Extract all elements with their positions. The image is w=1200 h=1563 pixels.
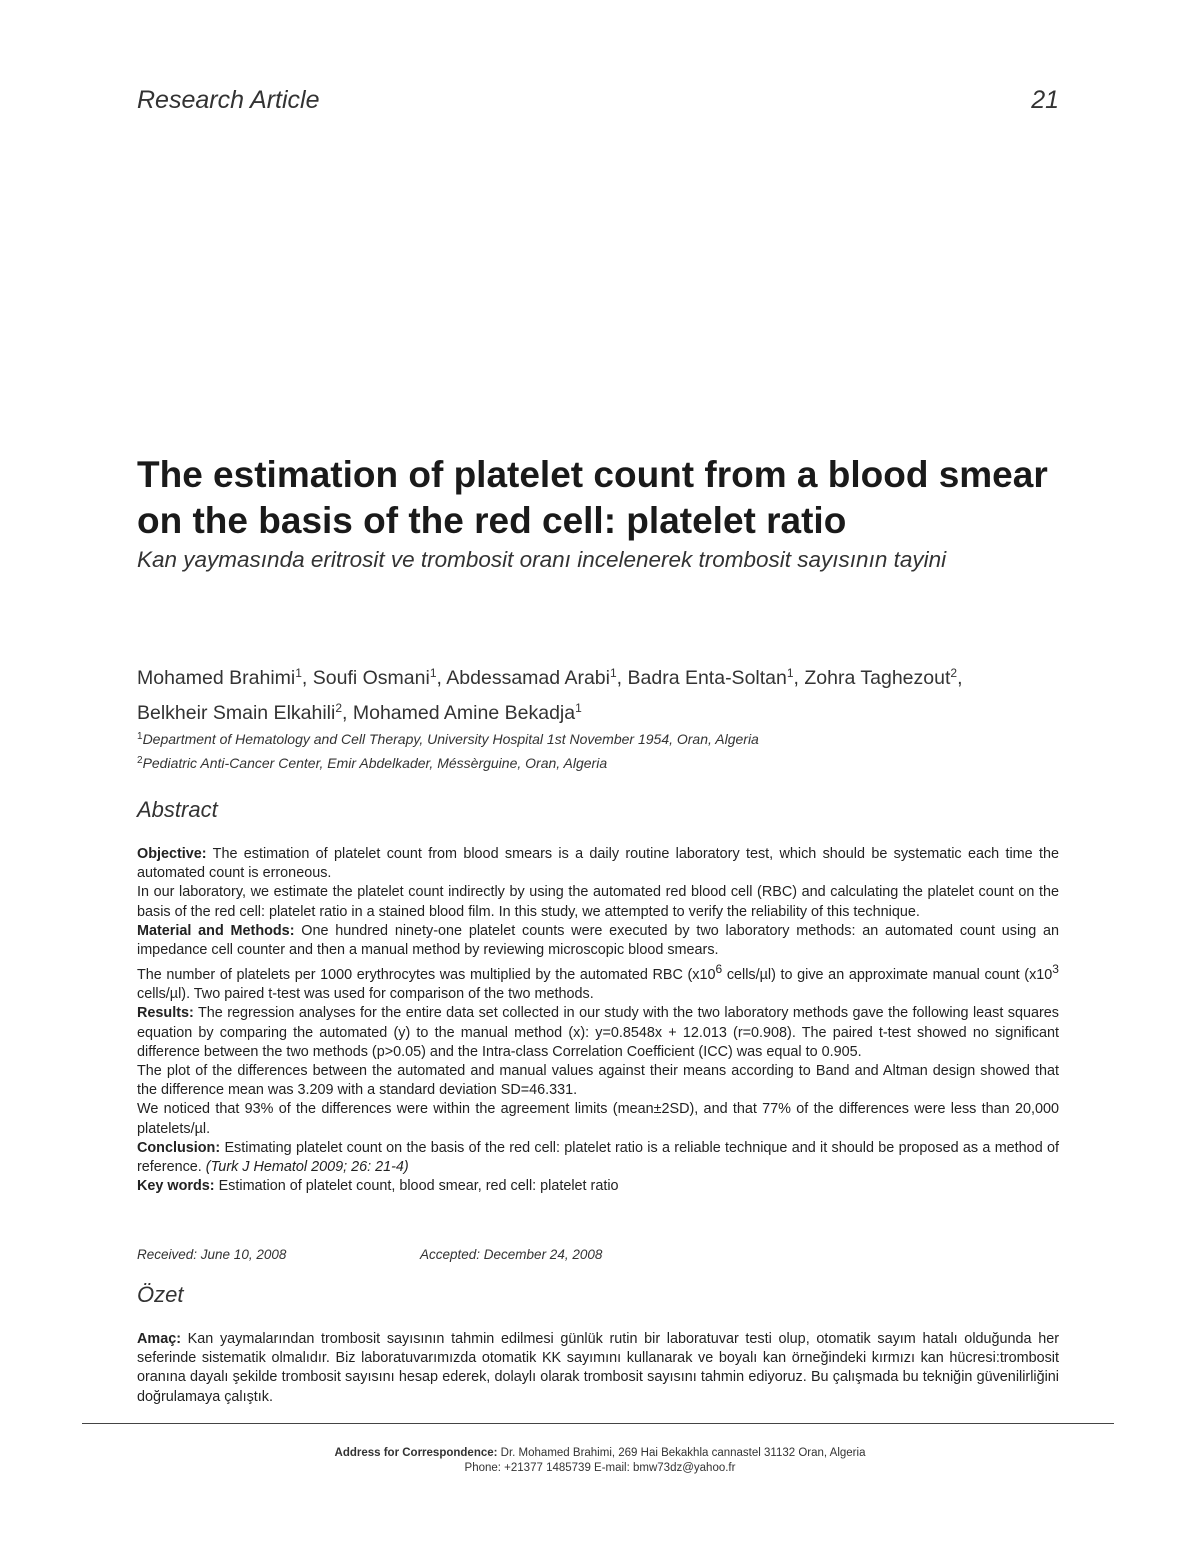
author-list: Mohamed Brahimi$^1$, Soufi Osmani$^1$, Abdessamad Arabi$^1$, Badra Enta-Soltan$^1$, Zohra Taghezout$^2$, Belkheir Smain Elkahili$^2$, Mohamed Amine Bekadja$^1$ [137, 666, 963, 724]
amac-text: Kan yaymalarından trombosit sayısının tahmin edilmesi günlük rutin bir laboratuvar testi olup, otomatik sayım hatalı olduğunda her seferinde sistematik olmalıdır. Biz laboratuvarımızda otomatik KK sayımını kullanarak ve boyalı kan örneğindeki kırmızı kan hücresi:trombosit oranına dayalı şekilde trombosit sayısını hesap ederek, dolaylı olarak trombosit sayısını tahmin ediyoruz. Bu çalışmada bu tekniğin güvenilirliğini doğrulamaya çalıştık. [137, 1331, 1059, 1405]
affiliation-item [137, 726, 1077, 750]
affiliation-sup: 2 [137, 755, 143, 766]
abstract-body [137, 845, 1059, 1196]
exponent-sup: 6 [715, 962, 723, 977]
affiliation-text: Department of Hematology and Cell Therapy, University Hospital 1st November 1954, Oran, Algeria [142, 731, 759, 747]
amac-label: Amaç: [137, 1331, 181, 1347]
methods-label: Material and Methods: [137, 922, 295, 939]
objective-label: Objective: [137, 846, 207, 862]
author-affil-sup: 1 [295, 666, 302, 680]
author-name: Mohamed Amine Bekadja [352, 702, 576, 724]
correspondence-contact: Phone: +21377 1485739 E-mail: bmw73dz@yahoo.fr [464, 1462, 736, 1474]
address-text: Dr. Mohamed Brahimi, 269 Hai Bekakhla cannastel 31132 Oran, Algeria [500, 1447, 866, 1459]
methods-text: One hundred ninety-one platelet counts were executed by two laboratory methods: an automated count using an impedance cell counter and then a manual method by reviewing microscopic blood smears. [137, 922, 1059, 959]
objective-text: The estimation of platelet count from blood smears is a daily routine laboratory test, which should be systematic each time the automated count is erroneous. [137, 846, 1059, 882]
author-affil-sup: 1 [786, 666, 794, 680]
abstract-paragraph: In our laboratory, we estimate the platelet count indirectly by using the automated red blood cell (RBC) and calculating the platelet count on the basis of the red cell: platelet ratio in a stained blood film. In this study, we attempted to verify the reliability of this technique. [137, 884, 1059, 920]
conclusion-label: Conclusion: [137, 1139, 221, 1156]
abstract-methods [137, 922, 1059, 960]
correspondence-footer [0, 1446, 1200, 1476]
abstract-results [137, 1004, 1059, 1062]
address-label: Address for Correspondence: [334, 1447, 498, 1459]
methods-detail-text: cells/µl). Two paired t-test was used for comparison of the two methods. [137, 986, 594, 1003]
abstract-conclusion [137, 1139, 1059, 1177]
author-name: Badra Enta-Soltan [627, 667, 787, 689]
ozet-body [137, 1330, 1059, 1407]
methods-detail-text: cells/µl) to give an approximate manual count (x10 [722, 967, 1053, 984]
article-dates [137, 1247, 603, 1262]
keywords-label: Key words: [137, 1178, 215, 1195]
abstract-keywords [137, 1177, 1059, 1196]
author-affil-sup: 1 [429, 666, 437, 680]
ozet-heading: Özet [137, 1282, 184, 1307]
abstract-methods-detail [137, 960, 1059, 1004]
article-subtitle: Kan yaymasında eritrosit ve trombosit oranı incelenerek trombosit sayısının tayini [137, 547, 947, 572]
author-name: Mohamed Brahimi [137, 667, 296, 689]
conclusion-text: Estimating platelet count on the basis of the red cell: platelet ratio is a reliable technique and it should be proposed as a method of reference. [137, 1139, 1059, 1176]
received-date: Received: June 10, 2008 [137, 1247, 287, 1262]
keywords-text: Estimation of platelet count, blood smear, red cell: platelet ratio [218, 1178, 619, 1195]
header-page-number: 21 [1031, 86, 1059, 114]
author-affil-sup: 1 [609, 666, 617, 680]
affiliation-list [137, 726, 1077, 774]
author-name: Zohra Taghezout [804, 667, 951, 689]
abstract-paragraph: We noticed that 93% of the differences were within the agreement limits (mean±2SD), and that 77% of the differences were less than 20,000 platelets/µl. [137, 1101, 1059, 1137]
abstract-heading: Abstract [137, 797, 218, 822]
author-affil-sup: 1 [575, 701, 582, 715]
author-name: Belkheir Smain Elkahili [137, 702, 336, 724]
results-label: Results: [137, 1005, 194, 1022]
footer-divider [82, 1423, 1114, 1424]
affiliation-item [137, 750, 1077, 774]
results-text: The regression analyses for the entire data set collected in our study with the two laboratory methods gave the following least squares equation by comparing the automated (y) to the manual method (x): y=0.8548x + 12.013 (r=0.908). The paired t-test showed no significant difference between the two methods (p>0.05) and the Intra-class Correlation Coefficient (ICC) was equal to 0.905. [137, 1005, 1059, 1060]
header-section-label: Research Article [137, 86, 320, 114]
author-name: Abdessamad Arabi [446, 667, 610, 689]
article-title: The estimation of platelet count from a blood smear on the basis of the red cell: platelet ratio [137, 454, 1048, 541]
exponent-sup: 3 [1052, 962, 1059, 977]
citation-text: (Turk J Hematol 2009; 26: 21-4) [205, 1159, 409, 1176]
affiliation-text: Pediatric Anti-Cancer Center, Emir Abdelkader, Méssèrguine, Oran, Algeria [142, 755, 608, 771]
correspondence-address [0, 1446, 1200, 1461]
affiliation-sup: 1 [137, 731, 143, 742]
methods-detail-text: The number of platelets per 1000 erythrocytes was multiplied by the automated RBC (x10 [137, 967, 716, 984]
ozet-amac [137, 1330, 1059, 1407]
abstract-objective [137, 845, 1059, 883]
author-name: Soufi Osmani [312, 667, 430, 689]
author-affil-sup: 2 [950, 666, 958, 680]
abstract-paragraph: The plot of the differences between the automated and manual values against their means according to Band and Altman design showed that the difference mean was 3.209 with a standard deviation SD=46.331. [137, 1063, 1059, 1099]
accepted-date: Accepted: December 24, 2008 [420, 1247, 603, 1262]
author-affil-sup: 2 [335, 701, 343, 715]
